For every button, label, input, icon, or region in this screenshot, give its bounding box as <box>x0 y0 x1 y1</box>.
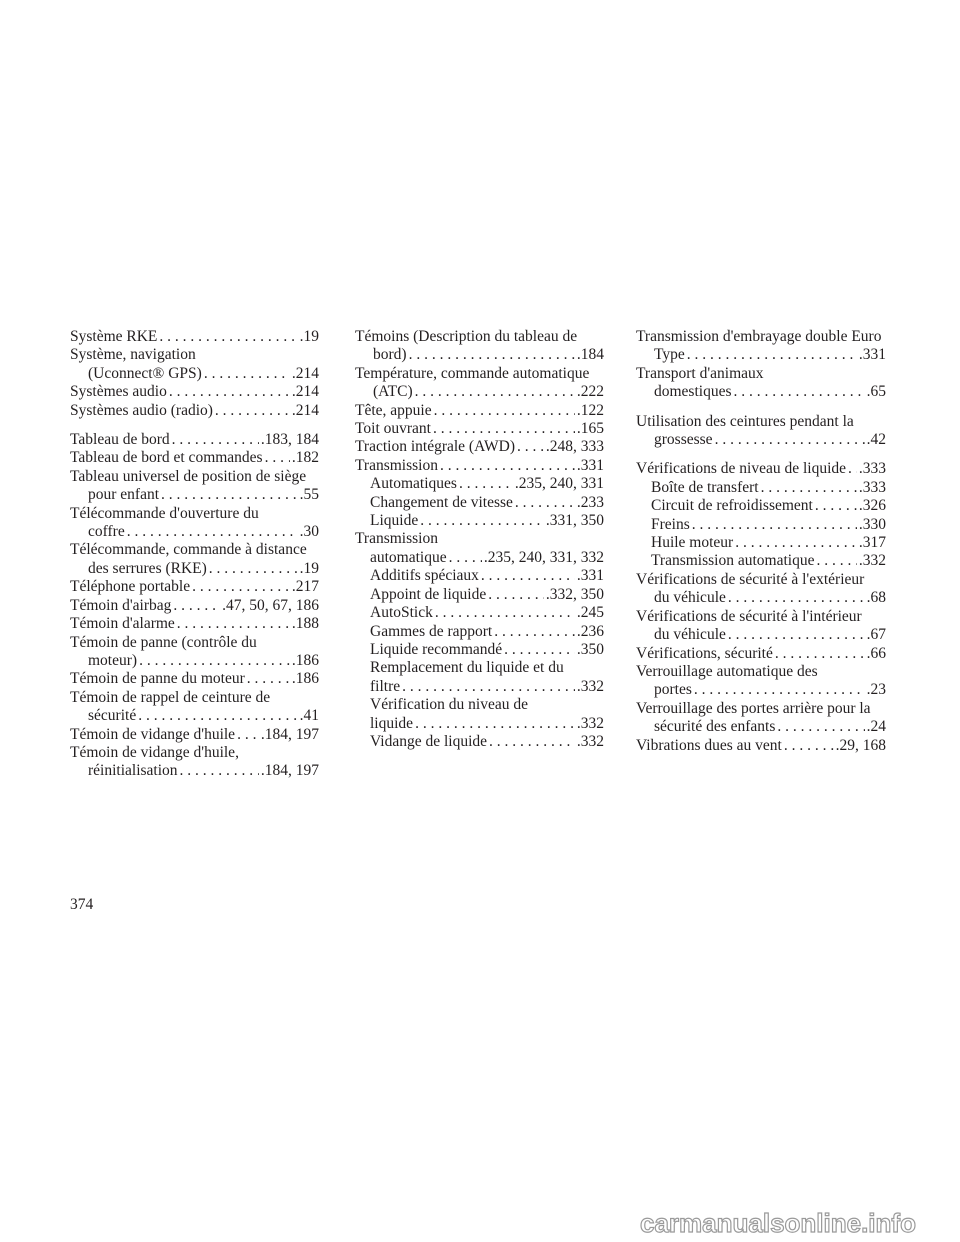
index-entry-page: .222 <box>576 383 604 401</box>
index-entry-text: Télécommande, commande à distance <box>70 541 307 559</box>
index-entry-label: (Uconnect® GPS) <box>88 364 202 382</box>
dot-leader <box>237 726 259 744</box>
index-entry <box>70 707 319 725</box>
index-entry-text: Transmission d'embrayage double Euro <box>636 328 882 345</box>
index-entry-label: Changement de vitesse <box>370 493 513 511</box>
index-entry-label: Vibrations dues au vent <box>636 736 782 754</box>
index-entry-page: .184, 197 <box>260 762 319 780</box>
dot-leader <box>127 523 298 541</box>
index-entry-line <box>70 486 319 504</box>
index-entry <box>70 346 319 364</box>
section-gap <box>636 449 886 460</box>
index-entry <box>70 762 319 780</box>
dot-leader <box>435 604 575 622</box>
index-entry-page: .182 <box>291 449 319 467</box>
index-entry-line <box>70 523 319 541</box>
index-entry-line <box>70 597 319 615</box>
index-entry-line <box>651 534 886 552</box>
index-entry <box>70 578 319 596</box>
index-entry-page: .235, 240, 331 <box>514 475 604 493</box>
index-entry <box>636 552 886 570</box>
index-entry-label: liquide <box>370 714 414 732</box>
index-entry-page: .332 <box>858 552 886 570</box>
index-entry-line <box>70 578 319 596</box>
index-entry <box>355 696 604 714</box>
index-entry <box>355 549 604 567</box>
index-column-1 <box>70 328 319 781</box>
index-entry-label: Freins <box>651 515 690 533</box>
index-entry-page: .331 <box>576 456 604 474</box>
index-entry-page: .55 <box>299 486 319 504</box>
index-column-2 <box>355 328 604 751</box>
dot-leader <box>494 623 575 641</box>
index-entry <box>636 383 886 401</box>
dot-leader <box>161 486 298 504</box>
index-entry-label: Huile moteur <box>651 534 734 552</box>
index-entry <box>355 641 604 659</box>
dot-leader <box>173 597 220 615</box>
dot-leader <box>728 589 865 607</box>
index-entry-line <box>636 589 886 607</box>
index-entry-label: Circuit de refroidissement <box>651 497 813 515</box>
index-entry <box>355 659 604 677</box>
index-entry-line <box>636 460 886 478</box>
index-entry <box>636 681 886 699</box>
index-entry-label: AutoStick <box>370 604 433 622</box>
index-entry-page: .332, 350 <box>545 585 604 603</box>
index-entry-page: .65 <box>866 383 886 401</box>
index-entry-page: .184, 197 <box>260 725 319 743</box>
index-entry <box>636 328 886 346</box>
index-entry <box>70 328 319 346</box>
index-entry-line <box>370 678 604 696</box>
index-entry-label: (ATC) <box>373 383 413 401</box>
index-entry <box>355 623 604 641</box>
index-entry <box>70 634 319 652</box>
index-entry-line <box>370 733 604 751</box>
index-entry <box>636 346 886 364</box>
index-entry-label: Tableau de bord <box>70 431 170 449</box>
index-entry-label: Systèmes audio <box>70 383 167 401</box>
index-entry <box>636 718 886 736</box>
index-entry-page: .332 <box>576 677 604 695</box>
index-entry-line <box>636 626 886 644</box>
index-entry <box>70 431 319 449</box>
index-entry-text: Remplacement du liquide et du <box>370 659 564 677</box>
index-entry-text: Transmission <box>355 530 438 548</box>
dot-leader <box>409 346 575 364</box>
dot-leader <box>761 479 857 497</box>
index-entry-page: .183, 184 <box>260 431 319 449</box>
index-entry <box>355 604 604 622</box>
index-entry-line <box>355 402 604 420</box>
dot-leader <box>687 346 857 364</box>
dot-leader <box>728 626 865 644</box>
index-entry-page: .68 <box>866 589 886 607</box>
index-entry-line <box>651 552 886 570</box>
index-entry <box>70 689 319 707</box>
index-entry-page: .23 <box>866 681 886 699</box>
index-entry-line <box>355 346 604 364</box>
index-entry <box>355 402 604 420</box>
index-entry-page: .214 <box>291 383 319 401</box>
index-entry-label: Appoint de liquide <box>370 585 487 603</box>
dot-leader <box>504 641 575 659</box>
dot-leader <box>784 737 834 755</box>
dot-leader <box>816 552 856 570</box>
index-entry <box>70 402 319 420</box>
index-entry-text: Télécommande d'ouverture du <box>70 504 259 522</box>
index-entry-label: Transmission automatique <box>651 552 815 570</box>
index-entry <box>355 512 604 530</box>
index-entry-text: Témoins (Description du tableau de <box>355 328 578 345</box>
index-entry-page: .333 <box>858 460 886 478</box>
dot-leader <box>265 449 290 467</box>
index-entry-line <box>70 431 319 449</box>
index-entry-line <box>70 652 319 670</box>
index-entry-line <box>651 516 886 534</box>
index-entry-line <box>636 346 886 364</box>
index-entry-page: .350 <box>576 640 604 658</box>
watermark-text: carmanualsonline.info <box>640 1208 916 1238</box>
index-entry <box>355 530 604 548</box>
index-entry-page: .122 <box>576 401 604 419</box>
index-entry-page: .332 <box>576 714 604 732</box>
index-entry-page: .186 <box>291 670 319 688</box>
index-entry-page: .66 <box>866 644 886 662</box>
index-entry <box>355 420 604 438</box>
index-entry-line <box>370 475 604 493</box>
index-entry <box>636 479 886 497</box>
watermark-logo <box>636 1206 954 1240</box>
index-entry-page: .235, 240, 331, 332 <box>483 548 604 566</box>
dot-leader <box>180 762 259 780</box>
index-entry-page: .19 <box>299 328 319 345</box>
index-entry <box>355 494 604 512</box>
index-entry <box>636 534 886 552</box>
index-entry-label: Type <box>654 346 685 364</box>
index-entry <box>355 365 604 383</box>
index-entry-label: Systèmes audio (radio) <box>70 401 213 419</box>
index-entry-page: .24 <box>866 718 886 736</box>
index-entry <box>636 737 886 755</box>
index-entry-page: .184 <box>576 346 604 364</box>
page-number: 374 <box>70 896 94 913</box>
index-entry-page: .331 <box>858 346 886 364</box>
index-entry <box>70 523 319 541</box>
dot-leader <box>694 681 865 699</box>
index-entry-text: Témoin de vidange d'huile, <box>70 743 239 761</box>
index-entry <box>636 497 886 515</box>
dot-leader <box>440 457 575 475</box>
index-entry-page: .248, 333 <box>545 438 604 456</box>
dot-leader <box>177 615 290 633</box>
index-entry-text: Vérifications de sécurité à l'extérieur <box>636 570 865 588</box>
index-entry <box>70 383 319 401</box>
index-entry-label: Tableau de bord et commandes <box>70 449 263 467</box>
index-entry-label: Transmission <box>355 456 438 474</box>
index-entry-text: Vérifications de sécurité à l'intérieur <box>636 607 862 625</box>
index-entry <box>355 678 604 696</box>
index-entry-page: .47, 50, 67, 186 <box>222 596 319 614</box>
index-entry-label: Additifs spéciaux <box>370 567 479 585</box>
dot-leader <box>209 560 298 578</box>
index-entry-label: Traction intégrale (AWD) <box>355 438 516 456</box>
index-entry-label: réinitialisation <box>88 762 178 780</box>
index-entry-page: .67 <box>866 626 886 644</box>
index-entry-label: sécurité <box>88 707 137 725</box>
index-entry <box>636 589 886 607</box>
index-entry-text: Tableau universel de position de siège <box>70 467 307 485</box>
index-entry-page: .317 <box>858 534 886 552</box>
dot-leader <box>488 586 544 604</box>
index-entry-label: pour enfant <box>88 486 160 504</box>
index-entry-page: .214 <box>291 364 319 382</box>
index-entry-label: Tête, appuie <box>355 401 432 419</box>
index-entry <box>70 468 319 486</box>
dot-leader <box>459 475 513 493</box>
dot-leader <box>420 512 544 530</box>
dot-leader <box>433 420 575 438</box>
dot-leader <box>139 652 290 670</box>
index-entry-line <box>355 438 604 456</box>
index-entry-label: Vidange de liquide <box>370 732 488 750</box>
index-entry <box>355 438 604 456</box>
index-entry-page: .236 <box>576 622 604 640</box>
dot-leader <box>169 383 290 401</box>
index-entry-line <box>70 402 319 420</box>
index-entry <box>355 567 604 585</box>
dot-leader <box>775 645 865 663</box>
index-entry <box>636 365 886 383</box>
index-entry-page: .186 <box>291 651 319 669</box>
dot-leader <box>481 567 575 585</box>
dot-leader <box>735 534 857 552</box>
index-entry-text: Température, commande automatique <box>355 364 590 382</box>
index-entry-line <box>70 365 319 383</box>
dot-leader <box>138 707 297 725</box>
index-entry-label: Témoin d'alarme <box>70 615 175 633</box>
index-entry-label: Liquide <box>370 512 419 530</box>
index-entry-text: Verrouillage automatique des <box>636 662 818 680</box>
index-entry <box>70 726 319 744</box>
index-entry-line <box>651 479 886 497</box>
dot-leader <box>172 431 259 449</box>
index-entry <box>636 413 886 431</box>
index-entry <box>70 505 319 523</box>
index-entry-label: Automatiques <box>370 475 457 493</box>
index-entry-label: Témoin de panne du moteur <box>70 670 245 688</box>
index-entry-label: Vérifications de niveau de liquide <box>636 460 847 478</box>
index-entry-page: .217 <box>291 578 319 596</box>
index-entry-line <box>70 560 319 578</box>
index-entry-label: Gammes de rapport <box>370 622 493 640</box>
index-entry <box>636 700 886 718</box>
index-entry-text: Témoin de panne (contrôle du <box>70 633 257 651</box>
index-entry-line <box>70 726 319 744</box>
index-entry-page: .330 <box>858 515 886 533</box>
index-entry <box>355 328 604 346</box>
index-entry-page: .331 <box>576 567 604 585</box>
index-entry-page: .165 <box>576 420 604 438</box>
index-entry-page: .245 <box>576 604 604 622</box>
index-entry-line <box>636 737 886 755</box>
index-entry <box>636 663 886 681</box>
index-entry-text: Système, navigation <box>70 346 196 364</box>
index-entry <box>70 449 319 467</box>
index-entry <box>355 383 604 401</box>
dot-leader <box>692 516 857 534</box>
index-entry-line <box>651 497 886 515</box>
index-entry-line <box>370 586 604 604</box>
index-entry-line <box>370 604 604 622</box>
index-entry-text: Transport d'animaux <box>636 364 764 382</box>
index-entry-label: Liquide recommandé <box>370 640 503 658</box>
index-entry-page: .29, 168 <box>835 736 886 754</box>
index-entry-line <box>70 707 319 725</box>
index-entry-label: automatique <box>370 548 447 566</box>
index-entry-line <box>70 670 319 688</box>
index-entry <box>355 475 604 493</box>
dot-leader <box>415 383 575 401</box>
index-entry-page: .326 <box>858 497 886 515</box>
index-entry-line <box>636 431 886 449</box>
index-entry <box>636 645 886 663</box>
index-entry-label: sécurité des enfants <box>654 718 776 736</box>
index-entry-label: Témoin d'airbag <box>70 596 172 614</box>
index-entry-text: Témoin de rappel de ceinture de <box>70 688 271 706</box>
index-entry-label: portes <box>654 681 692 699</box>
index-entry-line <box>70 383 319 401</box>
index-entry-label: filtre <box>370 677 401 695</box>
index-entry-line <box>370 623 604 641</box>
index-entry-page: .42 <box>866 431 886 449</box>
index-entry-label: grossesse <box>654 431 713 449</box>
index-entry-text: Utilisation des ceintures pendant la <box>636 412 854 430</box>
index-entry-page: .214 <box>291 401 319 419</box>
index-entry <box>355 715 604 733</box>
index-entry-page: .188 <box>291 615 319 633</box>
index-entry-label: moteur) <box>88 651 138 669</box>
index-entry <box>636 431 886 449</box>
dot-leader <box>204 365 290 383</box>
index-entry-label: Toit ouvrant <box>355 420 431 438</box>
index-entry-line <box>70 449 319 467</box>
index-entry-page: .333 <box>858 478 886 496</box>
index-entry-line <box>70 328 319 346</box>
dot-leader <box>402 678 575 696</box>
index-entry-line <box>355 420 604 438</box>
index-entry <box>355 346 604 364</box>
index-entry-line <box>636 645 886 663</box>
index-entry-line <box>370 567 604 585</box>
index-entry <box>70 597 319 615</box>
index-entry <box>70 652 319 670</box>
dot-leader <box>848 460 857 478</box>
index-entry-label: Boîte de transfert <box>651 478 759 496</box>
index-entry-label: Témoin de vidange d'huile <box>70 725 236 743</box>
index-entry-label: coffre <box>88 523 125 541</box>
dot-leader <box>489 733 575 751</box>
dot-leader <box>415 715 575 733</box>
index-entry <box>70 670 319 688</box>
index-entry-line <box>636 681 886 699</box>
dot-leader <box>434 402 575 420</box>
index-entry <box>636 571 886 589</box>
dot-leader <box>247 670 290 688</box>
index-entry-page: .233 <box>576 493 604 511</box>
index-entry <box>70 365 319 383</box>
index-entry-line <box>370 512 604 530</box>
index-entry-label: domestiques <box>654 383 732 401</box>
index-entry <box>70 744 319 762</box>
dot-leader <box>515 494 575 512</box>
index-entry-line <box>370 715 604 733</box>
section-gap <box>70 420 319 431</box>
dot-leader <box>777 718 864 736</box>
index-entry-page: .19 <box>299 559 319 577</box>
index-entry-label: du véhicule <box>654 589 726 607</box>
index-entry-line <box>370 641 604 659</box>
index-entry <box>355 586 604 604</box>
index-entry-line <box>370 549 604 567</box>
dot-leader <box>517 438 544 456</box>
index-entry-label: Téléphone portable <box>70 578 191 596</box>
dot-leader <box>215 402 290 420</box>
index-entry <box>636 626 886 644</box>
index-entry-page: .30 <box>299 523 319 541</box>
dot-leader <box>192 578 290 596</box>
index-entry-line <box>636 383 886 401</box>
index-entry <box>70 560 319 578</box>
index-entry <box>355 733 604 751</box>
index-entry-page: .332 <box>576 732 604 750</box>
index-entry <box>636 460 886 478</box>
section-gap <box>636 402 886 413</box>
index-entry-text: Verrouillage des portes arrière pour la <box>636 699 871 717</box>
index-entry-line <box>70 615 319 633</box>
dot-leader <box>815 497 857 515</box>
index-entry-label: des serrures (RKE) <box>88 559 207 577</box>
dot-leader <box>734 383 865 401</box>
index-entry <box>636 516 886 534</box>
dot-leader <box>449 549 482 567</box>
index-entry-label: bord) <box>373 346 407 364</box>
index-entry <box>70 486 319 504</box>
index-entry <box>70 615 319 633</box>
index-entry-label: du véhicule <box>654 626 726 644</box>
index-entry-text: Vérification du niveau de <box>370 696 528 714</box>
index-entry-line <box>70 762 319 780</box>
index-entry <box>636 608 886 626</box>
index-entry <box>355 457 604 475</box>
index-entry-page: .41 <box>299 707 319 725</box>
index-column-3 <box>636 328 886 755</box>
index-entry-page: .331, 350 <box>545 512 604 530</box>
index-entry-label: Système RKE <box>70 328 158 345</box>
index-entry-line <box>636 718 886 736</box>
index-entry <box>70 541 319 559</box>
index-entry-line <box>355 383 604 401</box>
index-entry-label: Vérifications, sécurité <box>636 644 773 662</box>
dot-leader <box>159 328 297 346</box>
index-entry-line <box>355 457 604 475</box>
index-entry-line <box>370 494 604 512</box>
dot-leader <box>715 431 865 449</box>
